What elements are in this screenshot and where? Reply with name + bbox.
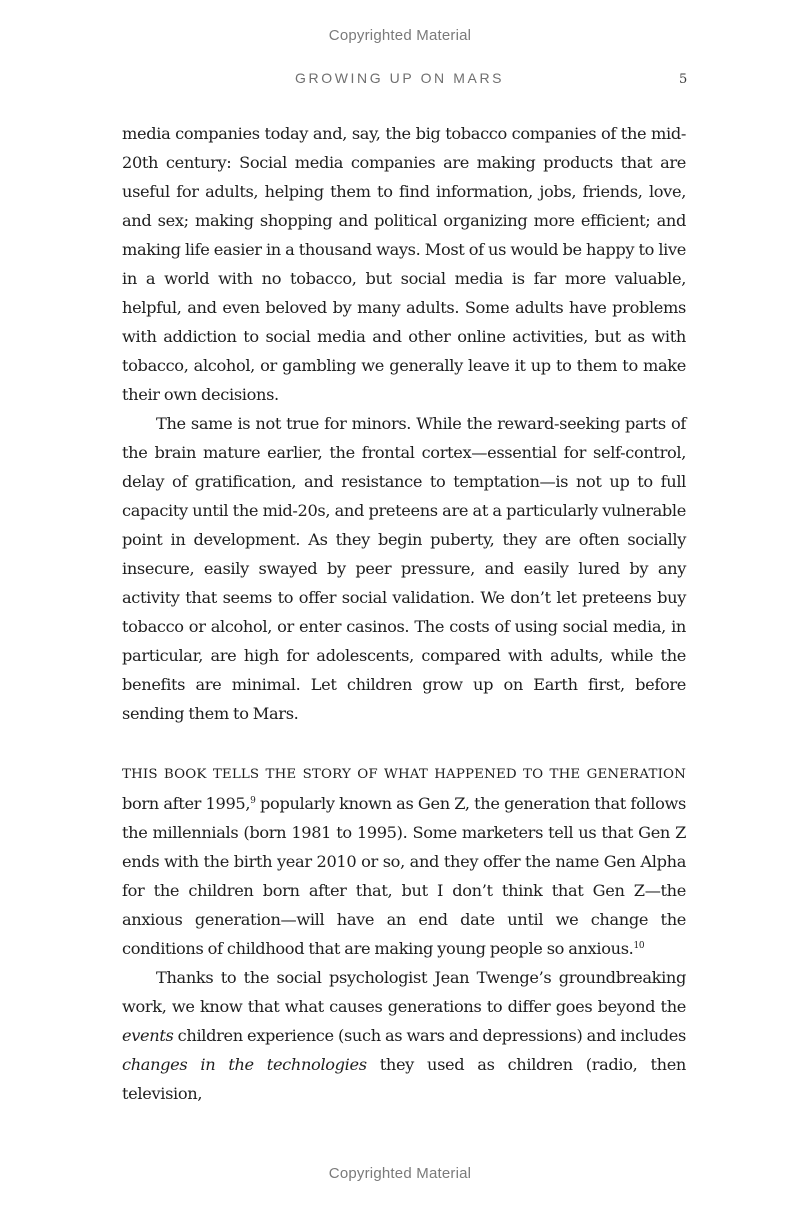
running-head-title: GROWING UP ON MARS	[295, 70, 505, 86]
paragraph-4	[122, 963, 686, 1108]
page-number: 5	[679, 72, 688, 87]
paragraph-4-text-b: children experience (such as wars and depressions) and includes	[173, 1026, 686, 1045]
copyright-watermark-bottom: Copyrighted Material	[328, 1165, 472, 1182]
paragraph-4-text-a: Thanks to the social psychologist Jean Twenge’s groundbreaking work, we know that what causes generations to differ goes beyond the	[122, 968, 686, 1016]
text-block-top	[122, 119, 686, 728]
copyright-watermark-top: Copyrighted Material	[328, 27, 472, 44]
paragraph-2: The same is not true for minors. While the reward-seeking parts of the brain mature earlier, the frontal cortex—essential for self-control, delay of gratification, and resistance to temptation—is not up to full capacity until the mid-20s, and preteens are at a particularly vulnerable point in development. As they begin puberty, they are often socially insecure, easily swayed by peer pressure, and easily lured by any activity that seems to offer social validation. We don’t let preteens buy tobacco or alcohol, or enter casinos. The costs of using social media, in particular, are high for adolescents, compared with adults, while the benefits are minimal. Let children grow up on Earth first, before sending them to Mars.	[122, 414, 686, 723]
paragraph-4-emphasis-technologies: changes in the technologies	[122, 1055, 367, 1074]
footnote-ref-9: 9	[250, 796, 256, 806]
section-lead-in: THIS BOOK TELLS THE STORY OF WHAT HAPPENED TO THE GENERATION	[122, 767, 686, 782]
text-block-section	[122, 758, 686, 1108]
paragraph-4-text-c: they used as children (radio, then television,	[122, 1055, 686, 1103]
paragraph-3	[122, 758, 686, 963]
paragraph-1: media companies today and, say, the big tobacco companies of the mid-20th century: Social media companies are making products that are useful for adults, helping them to find information, jobs, friends, love, and sex; making shopping and political organizing more efficient; and making life easier in a thousand ways. Most of us would be happy to live in a world with no tobacco, but social media is far more valuable, helpful, and even beloved by many adults. Some adults have problems with addiction to social media and other online activities, but as with tobacco, alcohol, or gambling we generally leave it up to them to make their own decisions.	[122, 124, 686, 404]
paragraph-3-text-b: popularly known as Gen Z, the generation that follows the millennials (born 1981 to 1995). Some marketers tell us that Gen Z ends with the birth year 2010 or so, and they offer the name Gen Alpha for the children born after that, but I don’t think that Gen Z—the anxious generation—will have an end date until we change the conditions of childhood that are making young people so anxious.	[122, 794, 686, 958]
paragraph-3-text-a: born after 1995,	[122, 794, 251, 813]
paragraph-4-emphasis-events: events	[122, 1026, 174, 1045]
footnote-ref-10: 10	[633, 941, 645, 951]
